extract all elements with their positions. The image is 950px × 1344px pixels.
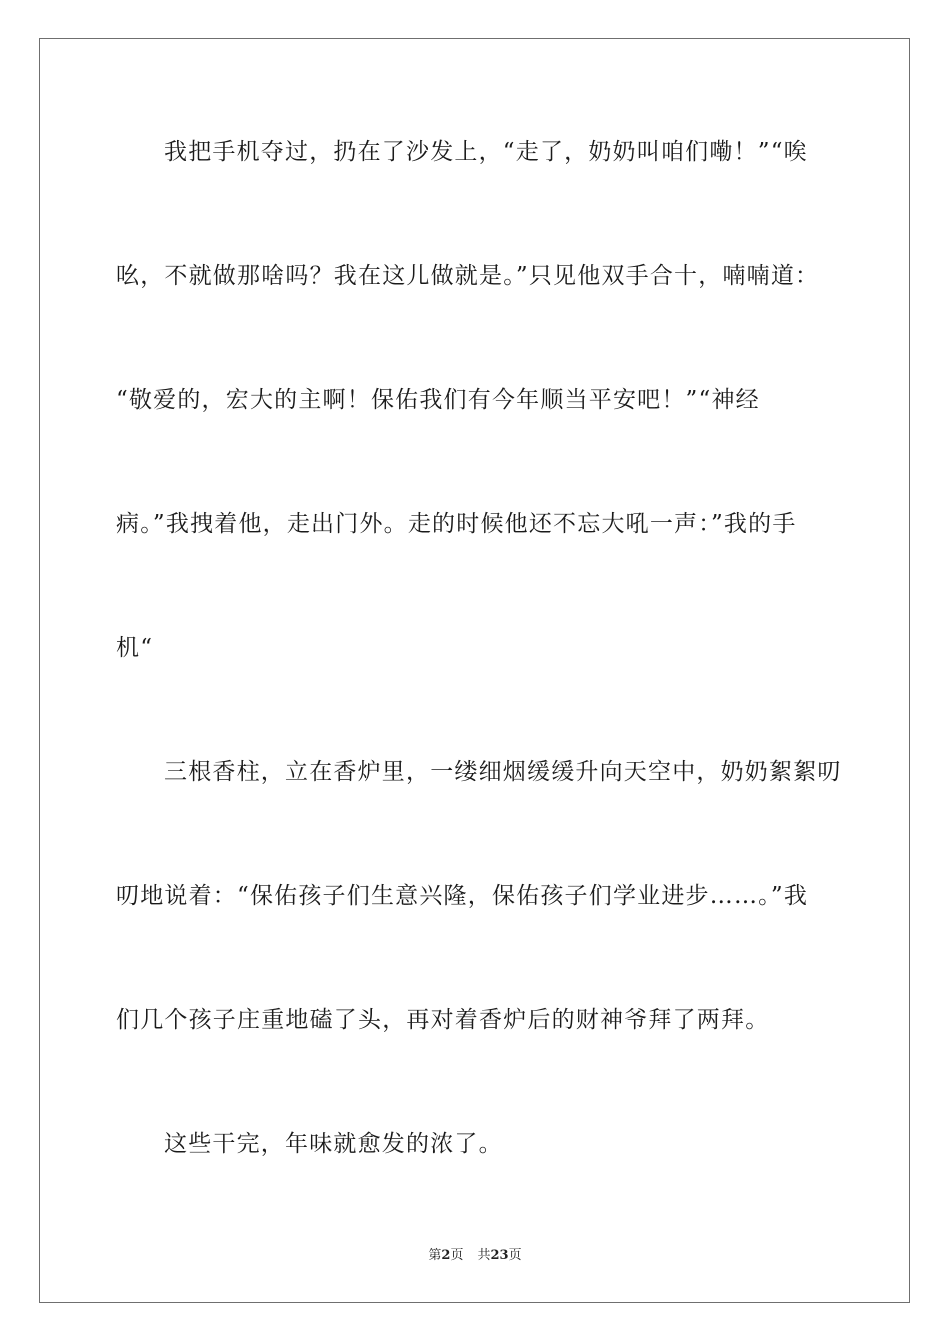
total-prefix: 共 <box>477 1248 491 1263</box>
text-line: 叨地说着：“保佑孩子们生意兴隆，保佑孩子们学业进步……。”我 <box>116 883 809 909</box>
text-line: 这些干完，年味就愈发的浓了。 <box>164 1131 503 1157</box>
page-footer <box>0 1247 950 1265</box>
text-line: “敬爱的，宏大的主啊！保佑我们有今年顺当平安吧！”“神经 <box>116 387 760 413</box>
total-pages: 23 <box>490 1248 509 1263</box>
total-suffix: 页 <box>508 1248 522 1263</box>
text-line: 病。”我拽着他，走出门外。走的时候他还不忘大吼一声：”我的手 <box>116 511 797 537</box>
text-line: 机“ <box>116 635 154 661</box>
text-line: 三根香柱，立在香炉里，一缕细烟缓缓升向天空中，奶奶絮絮叨 <box>164 759 842 785</box>
text-line: 吆，不就做那啥吗？我在这儿做就是。”只见他双手合十，喃喃道： <box>116 263 820 289</box>
page-prefix: 第 <box>428 1248 442 1263</box>
page-border <box>39 38 910 1303</box>
page-suffix: 页 <box>450 1248 464 1263</box>
text-line: 们几个孩子庄重地磕了头，再对着香炉后的财神爷拜了两拜。 <box>116 1007 770 1033</box>
text-line: 我把手机夺过，扔在了沙发上，“走了，奶奶叫咱们嘞！”“唉 <box>164 139 808 165</box>
page-number: 2 <box>441 1248 451 1263</box>
